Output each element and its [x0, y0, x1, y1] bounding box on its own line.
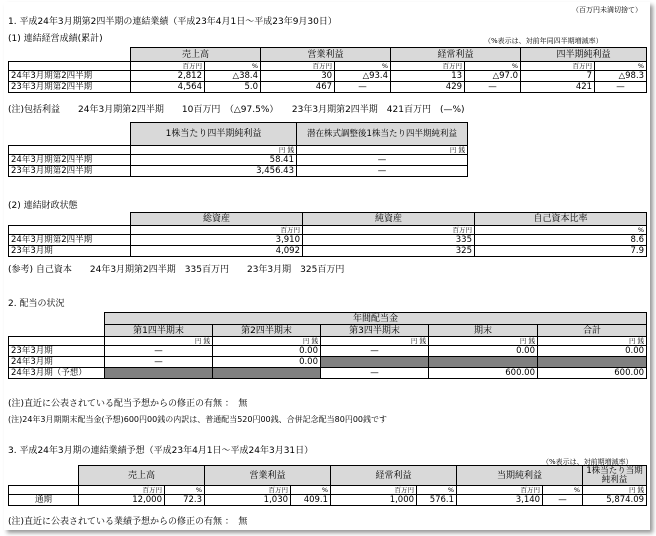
unit-cell: 円 銭	[583, 486, 647, 495]
value-cell: —	[105, 357, 213, 368]
header-net-income: 四半期純利益	[521, 48, 647, 62]
unit-cell: %	[595, 62, 647, 71]
dividend-heading: 2. 配当の状況	[8, 299, 65, 309]
value-cell: 58.41	[131, 155, 297, 166]
unit-cell: 円 銭	[297, 146, 468, 155]
forecast-note: （%表示は、対前期増減率）	[542, 458, 633, 466]
value-cell: —	[321, 368, 429, 379]
shaded-cell	[105, 368, 213, 379]
table-row	[9, 82, 647, 93]
row-label: 23年3月期第2四半期	[9, 166, 131, 177]
unit-cell: %	[205, 62, 261, 71]
header-total: 合計	[538, 325, 647, 337]
unit-cell: 円 銭	[131, 146, 297, 155]
header-q2: 第2四半期末	[213, 325, 321, 337]
table-row	[9, 495, 647, 506]
value-cell: 5.0	[205, 82, 261, 93]
unit-cell: %	[417, 486, 457, 495]
table-row	[9, 346, 647, 357]
header-total-assets: 総資産	[131, 213, 303, 226]
value-cell: 7	[521, 71, 595, 82]
row-label: 通期	[9, 495, 79, 506]
header-q1: 第1四半期末	[105, 325, 213, 337]
value-cell: 30	[261, 71, 335, 82]
table-row	[9, 166, 468, 177]
s1-note: （%表示は、対前年同四半期増減率）	[484, 37, 603, 45]
shaded-cell	[429, 357, 538, 368]
value-cell: △98.3	[595, 71, 647, 82]
header-diluted-eps: 潜在株式調整後1株当たり四半期純利益	[297, 123, 468, 146]
shaded-cell	[538, 357, 647, 368]
financial-position-table	[8, 212, 647, 257]
dividend-revision-note: (注)直近に公表されている配当予想からの修正の有無 ： 無	[8, 399, 248, 409]
table-row	[9, 235, 647, 246]
value-cell: 8.6	[475, 235, 647, 246]
table-row	[9, 155, 468, 166]
row-label: 24年3月期第2四半期	[9, 155, 131, 166]
value-cell: 3,456.43	[131, 166, 297, 177]
unit-cell: 百万円	[205, 486, 291, 495]
unit-cell: 百万円	[331, 486, 417, 495]
unit-cell: 百万円	[131, 62, 205, 71]
table-row	[9, 71, 647, 82]
header-equity-ratio: 自己資本比率	[475, 213, 647, 226]
value-cell: —	[595, 82, 647, 93]
header-eps-forecast: 1株当たり当期純利益	[583, 466, 647, 486]
dividend-table	[8, 312, 647, 379]
value-cell: △38.4	[205, 71, 261, 82]
value-cell: 409.1	[291, 495, 331, 506]
row-label: 23年3月期第2四半期	[9, 82, 131, 93]
shaded-cell	[321, 357, 429, 368]
value-cell: 3,140	[457, 495, 543, 506]
value-cell: 13	[391, 71, 465, 82]
value-cell: 72.3	[165, 495, 205, 506]
value-cell: 5,874.09	[583, 495, 647, 506]
value-cell: 467	[261, 82, 335, 93]
header-year-end: 期末	[429, 325, 538, 337]
header-net-assets: 純資産	[303, 213, 475, 226]
unit-cell: 円 銭	[105, 337, 213, 346]
row-label: 23年3月期	[9, 346, 105, 357]
unit-cell: 円 銭	[538, 337, 647, 346]
header-annual-dividend: 年間配当金	[105, 313, 647, 325]
unit-cell: 百万円	[131, 226, 303, 235]
unit-cell: 百万円	[391, 62, 465, 71]
header-sales: 売上高	[131, 48, 261, 62]
unit-cell: 百万円	[457, 486, 543, 495]
value-cell: △97.0	[465, 71, 521, 82]
table-row	[9, 368, 647, 379]
table-row	[9, 246, 647, 257]
eps-table	[8, 122, 468, 177]
earnings-report-page	[4, 2, 650, 530]
value-cell: 421	[521, 82, 595, 93]
unit-cell: 円 銭	[429, 337, 538, 346]
row-label: 24年3月期第2四半期	[9, 71, 131, 82]
value-cell: 429	[391, 82, 465, 93]
section-1-title: 1. 平成24年3月期第2四半期の連結業績（平成23年4月1日～平成23年9月30日）	[8, 17, 337, 27]
value-cell: —	[465, 82, 521, 93]
value-cell: 0.00	[429, 346, 538, 357]
unit-cell: 百万円	[79, 486, 165, 495]
unit-note: （百万円未満切捨て）	[572, 6, 642, 14]
dividend-breakdown-note: (注)24年3月期期末配当金(予想)600円00銭の内訳は、普通配当520円00銭、合併記念配当80円00銭です	[8, 415, 388, 424]
value-cell: 2,812	[131, 71, 205, 82]
unit-cell: 百万円	[521, 62, 595, 71]
value-cell: 1,030	[205, 495, 291, 506]
row-label: 24年3月期（予想）	[9, 368, 105, 379]
value-cell: △93.4	[335, 71, 391, 82]
forecast-table	[8, 465, 647, 506]
value-cell: 12,000	[79, 495, 165, 506]
comprehensive-income-note: (注)包括利益 24年3月期第2四半期 10百万円 （△97.5%） 23年3月期第2四半期 421百万円 (—%)	[8, 105, 465, 115]
table-row	[9, 357, 647, 368]
s2-heading: (2) 連結財政状態	[8, 201, 78, 211]
value-cell: —	[335, 82, 391, 93]
header-ordinary-income: 経常利益	[331, 466, 457, 486]
value-cell: 0.00	[213, 357, 321, 368]
value-cell: —	[321, 346, 429, 357]
value-cell: 325	[303, 246, 475, 257]
unit-cell: %	[291, 486, 331, 495]
value-cell: 1,000	[331, 495, 417, 506]
forecast-heading: 3. 平成24年3月期の連結業績予想（平成23年4月1日～平成24年3月31日）	[8, 446, 314, 456]
unit-cell: %	[475, 226, 647, 235]
value-cell: —	[105, 346, 213, 357]
unit-cell: 百万円	[261, 62, 335, 71]
unit-cell: %	[543, 486, 583, 495]
header-ordinary-income: 経常利益	[391, 48, 521, 62]
row-label: 24年3月期第2四半期	[9, 235, 131, 246]
value-cell: 600.00	[538, 368, 647, 379]
forecast-revision-note: (注)直近に公表されている業績予想からの修正の有無 ： 無	[8, 517, 248, 527]
value-cell: —	[297, 155, 468, 166]
header-q3: 第3四半期末	[321, 325, 429, 337]
header-sales: 売上高	[79, 466, 205, 486]
value-cell: 4,092	[131, 246, 303, 257]
header-operating-income: 営業利益	[261, 48, 391, 62]
unit-cell: %	[165, 486, 205, 495]
value-cell: 4,564	[131, 82, 205, 93]
value-cell: —	[297, 166, 468, 177]
value-cell: 0.00	[538, 346, 647, 357]
value-cell: 7.9	[475, 246, 647, 257]
value-cell: 0.00	[213, 346, 321, 357]
operating-results-table	[8, 47, 647, 93]
value-cell: —	[543, 495, 583, 506]
unit-cell: %	[465, 62, 521, 71]
value-cell: 576.1	[417, 495, 457, 506]
shaded-cell	[213, 368, 321, 379]
unit-cell: 円 銭	[321, 337, 429, 346]
row-label: 23年3月期	[9, 246, 131, 257]
s1-heading: (1) 連結経営成績(累計)	[8, 34, 103, 44]
header-net-income: 当期純利益	[457, 466, 583, 486]
own-capital-reference: (参考) 自己資本 24年3月期第2四半期 335百万円 23年3月期 325百万円	[8, 265, 345, 275]
value-cell: 335	[303, 235, 475, 246]
header-operating-income: 営業利益	[205, 466, 331, 486]
row-label: 24年3月期	[9, 357, 105, 368]
value-cell: 3,910	[131, 235, 303, 246]
unit-cell: 百万円	[303, 226, 475, 235]
unit-cell: %	[335, 62, 391, 71]
header-eps: 1株当たり四半期純利益	[131, 123, 297, 146]
unit-cell: 円 銭	[213, 337, 321, 346]
value-cell: 600.00	[429, 368, 538, 379]
